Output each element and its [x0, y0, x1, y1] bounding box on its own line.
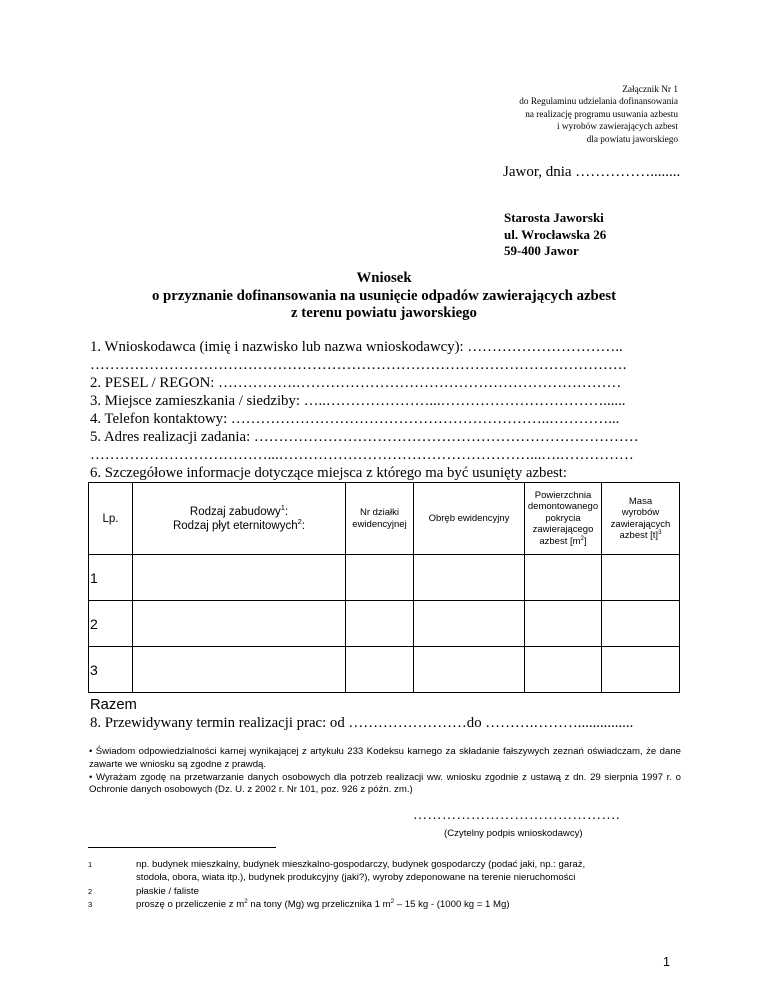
footnote-2: płaskie / faliste — [136, 886, 199, 897]
footnote-3: proszę o przeliczenie z $m^2$ na tony (Mg) wg przelicznika 1 $m^2 - 15$ kg - (1000 kg = 1 Mg) — [136, 897, 510, 910]
footnote-number: 2 — [88, 887, 93, 896]
field-details: 6. Szczegółowe informacje dotyczące miejsca z którego ma być usunięty azbest: — [90, 465, 568, 481]
table-header-row — [89, 483, 680, 555]
annex-note — [470, 84, 678, 146]
row-number: 1 — [89, 555, 133, 601]
field-residence: 3. Miejsce zamieszkania / siedziby: …..…………………...……………………………...... — [90, 393, 626, 409]
declaration-consent: • Wyrażam zgodę na przetwarzanie danych osobowych dla potrzeb realizacji ww. wniosku zgodnie z ustawą z dn. 29 sierpnia 1997 r. o Ochronie danych osobowych (Dz. U. z 2002 r. Nr 101, poz. 926 z późn. zm.) — [89, 771, 681, 796]
field-applicant-cont: ………………………………………………………………………………………………. — [90, 357, 627, 373]
field-phone: 4. Telefon kontaktowy: ………………………………………………………..…………... — [90, 411, 620, 427]
annex-line: i wyrobów zawierających azbest — [556, 122, 678, 133]
cell-precinct[interactable] — [414, 601, 525, 647]
page-number: 1 — [663, 955, 670, 969]
declaration-truth: • Świadom odpowiedzialności karnej wynikającej z artykułu 233 Kodeksu karnego za składanie fałszywych zeznań oświadczam, że dane zawarte we wniosku są zgodne z prawdą. — [89, 746, 681, 770]
header-area: Powierzchnia demontowanego pokrycia zawierającego azbest $[m^2]$ — [525, 483, 602, 555]
row-number: 3 — [89, 647, 133, 693]
signature-line: ……………………………………. — [413, 808, 620, 823]
cell-plot-number[interactable] — [346, 647, 414, 693]
field-address-cont: ………………………………...……………………………………………...….…………… — [90, 447, 634, 463]
annex-line: na realizację programu usuwania azbestu — [525, 109, 678, 120]
title-line: Wniosek — [356, 270, 412, 286]
footnote-number: 3 — [88, 900, 93, 909]
field-address: 5. Adres realizacji zadania: …………………………………………………………………… — [90, 429, 639, 445]
cell-plot-number[interactable] — [346, 601, 414, 647]
table-row — [89, 601, 680, 647]
cell-mass[interactable] — [602, 647, 680, 693]
footnote-1: np. budynek mieszkalny, budynek mieszkalno-gospodarczy, budynek gospodarczy (podać jaki, np.: garaż, stodoła, obora, wiata itp.), budynek produkcyjny (jaki?), wyroby zdeponowane na terenie nieruchomości — [136, 859, 586, 883]
table-row — [89, 555, 680, 601]
cell-mass[interactable] — [602, 555, 680, 601]
total-label: Razem — [90, 697, 137, 713]
field-applicant: 1. Wnioskodawca (imię i nazwisko lub nazwa wnioskodawcy): ………………………….. — [90, 339, 623, 355]
footnote-divider — [88, 847, 276, 848]
declarations — [89, 746, 681, 797]
addressee-line: ul. Wrocławska 26 — [504, 226, 607, 242]
header-mass: Masa wyrobów zawierających azbest $[t]^3$ — [602, 483, 680, 555]
cell-building-type[interactable] — [133, 647, 346, 693]
field-pesel: 2. PESEL / REGON: …………….………………………………………………………… — [90, 375, 622, 391]
cell-area[interactable] — [525, 555, 602, 601]
cell-plot-number[interactable] — [346, 555, 414, 601]
header-lp: Lp. — [89, 483, 133, 555]
field-deadline: 8. Przewidywany termin realizacji prac: od ……………………do ……….………............... — [90, 715, 634, 731]
document-title — [0, 270, 768, 323]
cell-mass[interactable] — [602, 601, 680, 647]
row-number: 2 — [89, 601, 133, 647]
title-line: o przyznanie dofinansowania na usunięcie odpadów zawierających azbest — [151, 287, 617, 304]
annex-line: do Regulaminu udzielania dofinansowania — [519, 97, 678, 108]
annex-line: dla powiatu jaworskiego — [586, 134, 678, 145]
table-row — [89, 647, 680, 693]
annex-line: Załącznik Nr 1 — [622, 85, 678, 95]
cell-building-type[interactable] — [133, 555, 346, 601]
addressee — [504, 210, 606, 260]
signature-label: (Czytelny podpis wnioskodawcy) — [444, 828, 583, 839]
header-plot-number: Nr działki ewidencyjnej — [346, 483, 414, 555]
cell-area[interactable] — [525, 601, 602, 647]
cell-precinct[interactable] — [414, 647, 525, 693]
footnote-number: 1 — [88, 860, 93, 869]
cell-area[interactable] — [525, 647, 602, 693]
title-line: z terenu powiatu jaworskiego — [291, 305, 477, 321]
addressee-line: 59-400 Jawor — [504, 243, 579, 258]
cell-building-type[interactable] — [133, 601, 346, 647]
header-precinct: Obręb ewidencyjny — [414, 483, 525, 555]
cell-precinct[interactable] — [414, 555, 525, 601]
place-date: Jawor, dnia ……………........ — [503, 164, 681, 180]
header-building-type: Rodzaj zabudowy$^1$: Rodzaj płyt eternitowych$^2$: — [133, 483, 346, 555]
asbestos-table — [88, 482, 680, 693]
addressee-line: Starosta Jaworski — [504, 210, 604, 225]
